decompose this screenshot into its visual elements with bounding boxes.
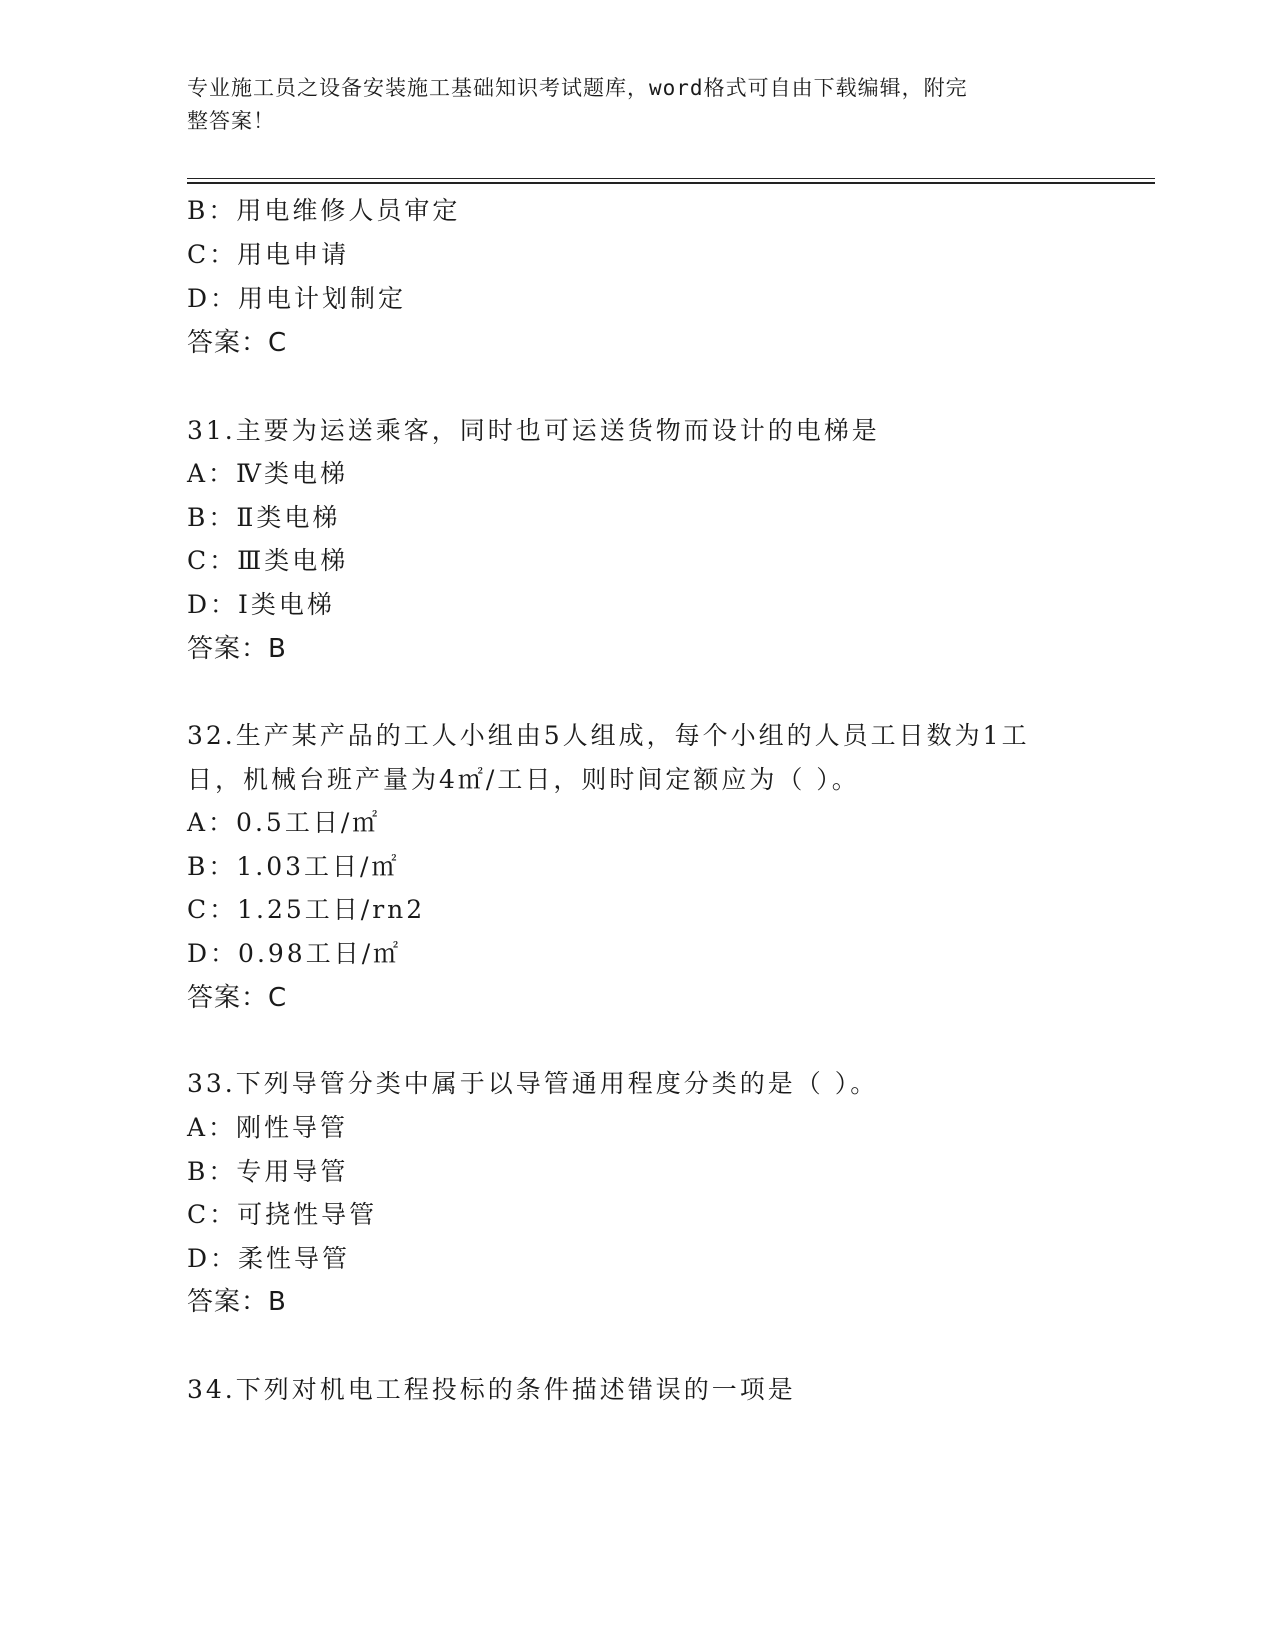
header-divider-thick	[187, 182, 1155, 184]
answer-line: 答案：B	[187, 634, 287, 664]
question-stem: 31.主要为运送乘客，同时也可运送货物而设计的电梯是	[187, 416, 880, 445]
option-a: A：0.5工日/㎡	[187, 808, 381, 837]
document-header	[187, 72, 1087, 138]
option-d: D：用电计划制定	[187, 284, 407, 313]
answer-line: 答案：C	[187, 328, 288, 358]
option-a: A：Ⅳ类电梯	[187, 459, 349, 488]
option-b: B：专用导管	[187, 1157, 349, 1186]
option-d: D：0.98工日/㎡	[187, 939, 402, 968]
option-b: B：用电维修人员审定	[187, 196, 461, 225]
option-c: C：Ⅲ类电梯	[187, 546, 349, 575]
option-c: C：1.25工日/rn2	[187, 895, 426, 924]
question-stem-continued: 日，机械台班产量为4㎡/工日，则时间定额应为（ ）。	[187, 765, 860, 794]
option-b: B：Ⅱ类电梯	[187, 503, 341, 532]
option-d: D：柔性导管	[187, 1244, 351, 1273]
option-d: D：Ⅰ类电梯	[187, 590, 335, 619]
question-stem: 32.生产某产品的工人小组由5人组成，每个小组的人员工日数为1工	[187, 721, 1030, 750]
option-c: C：可挠性导管	[187, 1200, 378, 1229]
answer-line: 答案：B	[187, 1287, 287, 1317]
header-line-1: 专业施工员之设备安装施工基础知识考试题库，word格式可自由下载编辑，附完	[187, 76, 968, 100]
option-c: C：用电申请	[187, 240, 350, 269]
header-divider-thin	[187, 178, 1155, 179]
question-stem: 33.下列导管分类中属于以导管通用程度分类的是（ ）。	[187, 1069, 879, 1098]
header-line-2: 整答案！	[187, 109, 275, 133]
answer-line: 答案：C	[187, 983, 288, 1013]
question-stem: 34.下列对机电工程投标的条件描述错误的一项是	[187, 1375, 796, 1404]
option-b: B：1.03工日/㎡	[187, 852, 400, 881]
option-a: A：刚性导管	[187, 1113, 349, 1142]
